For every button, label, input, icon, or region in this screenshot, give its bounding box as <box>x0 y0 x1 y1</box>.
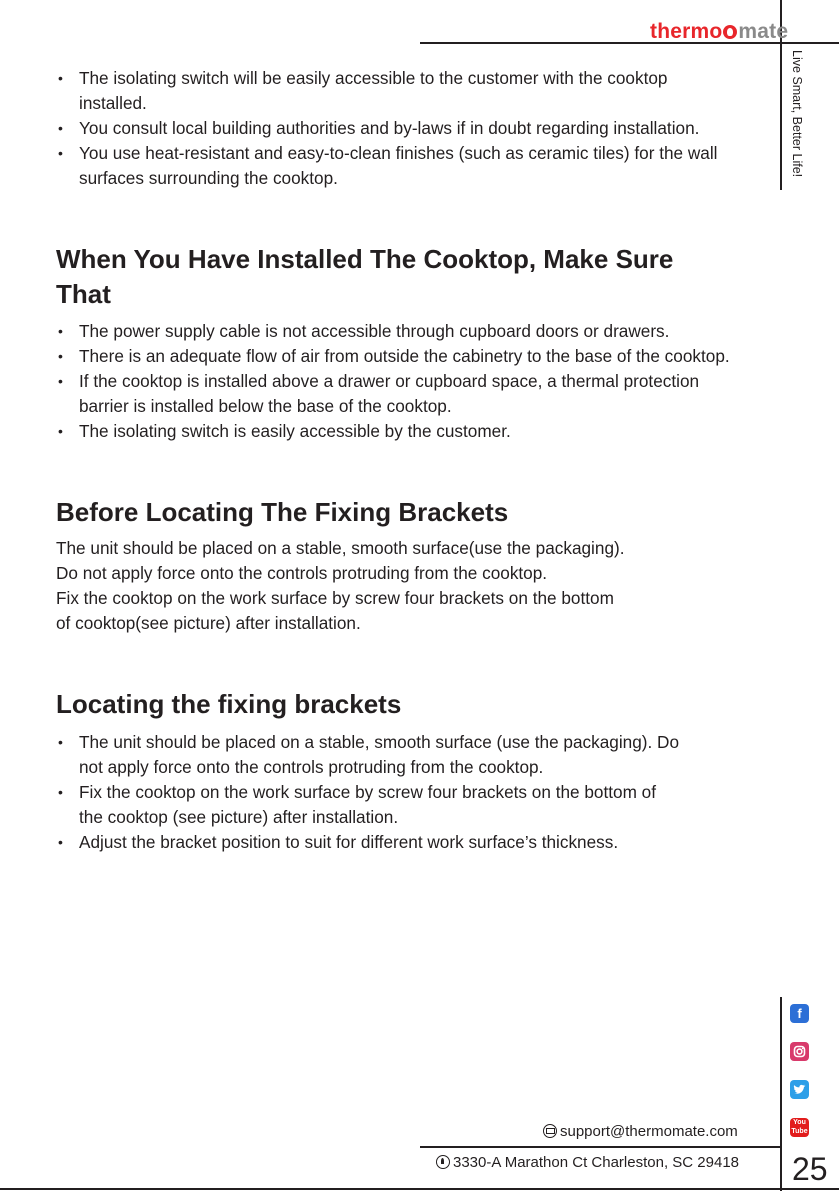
installed-bullet-list <box>56 319 746 444</box>
paragraph-line: The unit should be placed on a stable, smooth surface(use the packaging). <box>56 538 625 558</box>
paragraph-line: Fix the cooktop on the work surface by screw four brackets on the bottom <box>56 588 614 608</box>
section-heading: Before Locating The Fixing Brackets <box>56 497 509 527</box>
footer-vertical-rule <box>780 997 782 1191</box>
list-item: • Adjust the bracket position to suit for different work surface’s thickness. <box>56 830 759 855</box>
flame-icon <box>723 25 737 39</box>
twitter-icon[interactable] <box>790 1080 809 1099</box>
list-item: • Fix the cooktop on the work surface by screw four brackets on the bottom of the cooktop (see picture) after installation. <box>56 780 669 830</box>
tagline: Live Smart, Better Life! <box>790 50 804 178</box>
youtube-icon[interactable]: You Tube <box>791 1119 808 1135</box>
list-item: • The isolating switch is easily accessible by the customer. <box>56 419 719 444</box>
list-item: • If the cooktop is installed above a drawer or cupboard space, a thermal protection barrier is installed below the base of the cooktop. <box>56 369 719 419</box>
facebook-icon[interactable]: f <box>790 1004 809 1023</box>
list-item: • You use heat-resistant and easy-to-clean finishes (such as ceramic tiles) for the wall surfaces surrounding the cooktop. <box>56 141 744 191</box>
page-bottom-rule <box>0 1188 839 1190</box>
section-heading: Locating the fixing brackets <box>56 689 402 719</box>
list-item: • The unit should be placed on a stable, smooth surface (use the packaging). Do not apply force onto the controls protruding from the cooktop. <box>56 730 689 780</box>
page-content <box>56 66 746 855</box>
intro-bullet-list <box>56 66 746 191</box>
section-heading: When You Have Installed The Cooktop, Make Sure That <box>56 244 674 309</box>
brand-logo: thermo mate <box>650 20 789 43</box>
before-locating-paragraph <box>56 536 746 636</box>
location-icon <box>436 1155 450 1169</box>
list-item: • The power supply cable is not accessible through cupboard doors or drawers. <box>56 319 699 344</box>
company-address: 3330-A Marathon Ct Charleston, SC 29418 <box>436 1154 739 1172</box>
support-email[interactable]: support@thermomate.com <box>543 1123 738 1141</box>
instagram-icon[interactable] <box>790 1042 809 1061</box>
footer-rule <box>420 1146 780 1148</box>
list-item: • There is an adequate flow of air from outside the cabinetry to the base of the cooktop. <box>56 344 747 369</box>
mail-icon <box>543 1124 557 1138</box>
paragraph-line: Do not apply force onto the controls protruding from the cooktop. <box>56 563 548 583</box>
locating-bullet-list <box>56 730 746 855</box>
page-number: 25 <box>792 1151 828 1187</box>
list-item: • The isolating switch will be easily accessible to the customer with the cooktop installed. <box>56 66 719 116</box>
list-item: • You consult local building authorities and by-laws if in doubt regarding installation. <box>56 116 719 141</box>
paragraph-line: of cooktop(see picture) after installation. <box>56 613 361 633</box>
